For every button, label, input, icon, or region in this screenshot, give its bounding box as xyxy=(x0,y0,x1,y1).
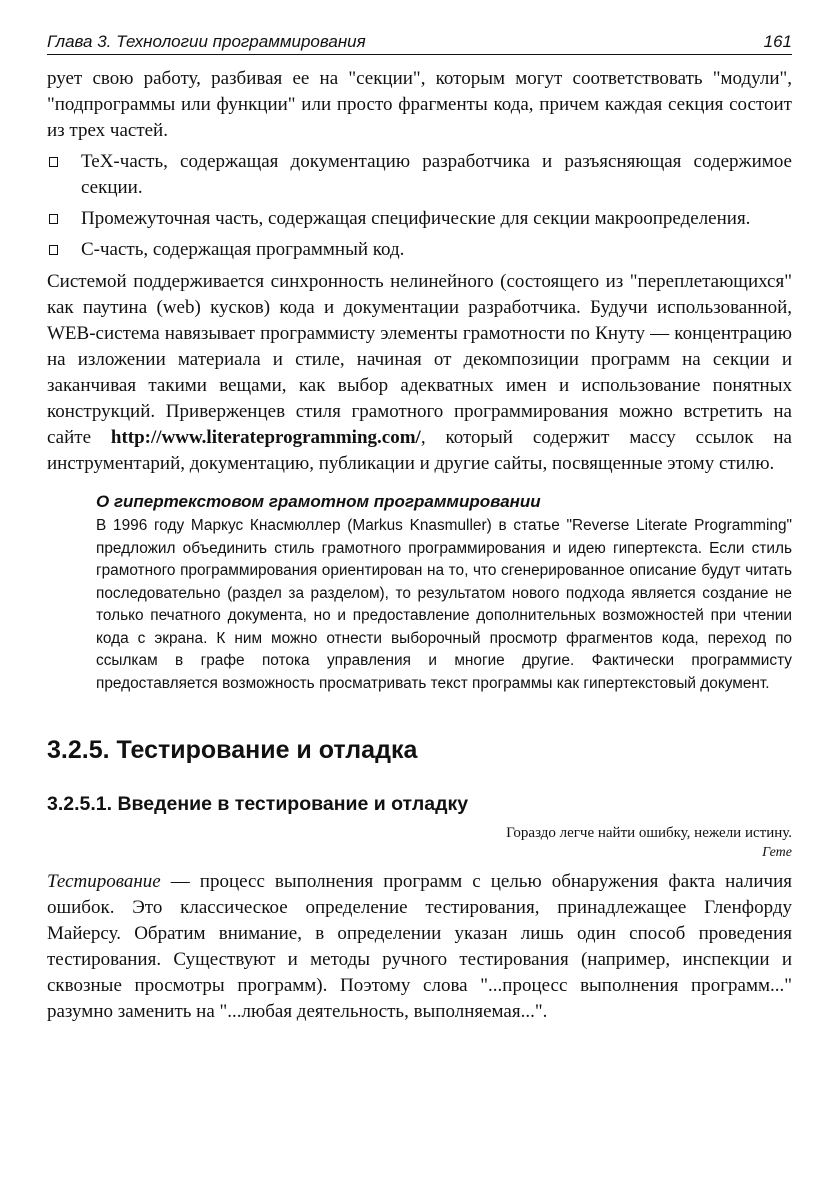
chapter-title: Глава 3. Технологии программирования xyxy=(47,32,366,51)
list-item-text: С-часть, содержащая программный код. xyxy=(81,239,405,260)
intro-paragraph: рует свою работу, разбивая ее на "секции", которым могут соответствовать "модули", "подпрограммы или функции" или просто фрагменты кода, причем каждая секция состоит из трех частей. xyxy=(47,68,792,141)
square-bullet-icon xyxy=(49,245,58,255)
square-bullet-icon xyxy=(49,214,58,224)
list-item xyxy=(47,149,792,201)
paragraph-text: — процесс выполнения программ с целью обнаружения факта наличия ошибок. Это классическое определение тестирования, принадлежащее Гленфорду Майерсу. Обратим внимание, в определении указан лишь один способ проведения тестирования. Существуют и методы ручного тестирования (например, инспекции и сквозные просмотры программ). Поэтому слова "...процесс выполнения программ..." разумно заменить на "...любая деятельность, выполняемая...". xyxy=(47,871,792,1022)
defined-term: Тестирование xyxy=(47,871,161,892)
book-page xyxy=(47,30,792,1025)
running-header xyxy=(47,30,792,55)
list-item-text: Промежуточная часть, содержащая специфические для секции макроопределения. xyxy=(81,208,751,229)
sidebar-title: О гипертекстовом грамотном программировании xyxy=(96,492,541,511)
subsection-heading: 3.2.5.1. Введение в тестирование и отладку xyxy=(47,793,469,815)
paragraph-text: Системой поддерживается синхронность нелинейного (состоящего из "переплетающихся" как паутина (web) кусков) кода и документации разработчика. Будучи использованной, WEB-система навязывает программисту элементы грамотности по Кнуту — концентрацию на изложении материала и стиле, начиная от декомпозиции программ на секции и заканчивая такими вещами, как выбор адекватных имен и использование понятных конструкций. Приверженцев стиля грамотного программирования можно встретить на сайте xyxy=(47,271,792,448)
sidebar-note xyxy=(96,491,792,695)
literate-programming-paragraph xyxy=(47,269,792,477)
page-number: 161 xyxy=(763,32,792,51)
list-item xyxy=(47,206,792,232)
testing-definition-paragraph xyxy=(47,869,792,1025)
epigraph-quote: Гораздо легче найти ошибку, нежели истину. xyxy=(506,825,792,841)
section-heading: 3.2.5. Тестирование и отладка xyxy=(47,736,418,764)
square-bullet-icon xyxy=(49,157,58,167)
bullet-list xyxy=(47,149,792,263)
epigraph xyxy=(47,823,792,863)
list-item xyxy=(47,237,792,263)
paragraph-text: , который содержит массу ссылок на инструментарий, документацию, публикации и другие сайты, посвященные этому стилю. xyxy=(47,427,792,474)
website-url: http://www.literateprogramming.com/ xyxy=(110,427,421,448)
sidebar-body: В 1996 году Маркус Кнасмюллер (Markus Knasmuller) в статье "Reverse Literate Programming" предложил объединить стиль грамотного программирования и идею гипертекста. Если стиль грамотного программирования ориентирован на то, что сгенерированное описание будут читать последовательно (раздел за разделом), то результатом нового подхода является создание не только печатного документа, но и предоставление дополнительных возможностей при чтении кода с экрана. К ним можно отнести выборочный просмотр фрагментов кода, переход по ссылкам в графе потока управления и многие другие. Фактически программисту предоставляется возможность просматривать текст программы как гипертекстовый документ. xyxy=(96,517,792,692)
epigraph-author: Гете xyxy=(762,845,792,860)
list-item-text: TeX-часть, содержащая документацию разработчика и разъясняющая содержимое секции. xyxy=(81,151,792,198)
